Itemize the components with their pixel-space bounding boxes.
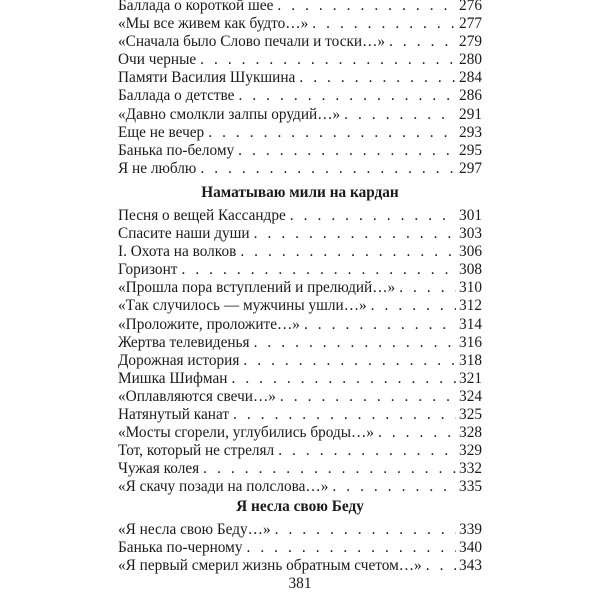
toc-entry	[118, 279, 482, 297]
toc-entry	[118, 225, 482, 243]
toc-entry-page: 291	[459, 105, 482, 123]
dot-leader	[299, 69, 456, 87]
toc-entry-title: Я не люблю	[118, 159, 197, 177]
toc-entry-page: 339	[459, 521, 482, 538]
toc-entry	[118, 352, 482, 370]
dot-leader	[426, 557, 456, 575]
page-number: 381	[288, 575, 312, 592]
toc-entry-page: 284	[459, 69, 482, 87]
toc-entry-page: 332	[459, 460, 482, 478]
toc-entry-page: 335	[459, 478, 482, 496]
toc-entry	[118, 33, 482, 51]
dot-leader	[243, 352, 456, 370]
toc-entry-title: Очи черные	[118, 51, 197, 69]
toc-entry-page: 303	[459, 225, 482, 243]
toc-entry-page: 324	[459, 387, 482, 405]
dot-leader	[332, 478, 456, 496]
dot-leader	[238, 142, 456, 160]
toc-entry-title: Памяти Василия Шукшина	[118, 69, 296, 87]
toc-entry	[118, 334, 482, 352]
toc-entry-title: Баллада о детстве	[118, 87, 235, 105]
toc-entry-title: «Проложите, проложите…»	[118, 315, 300, 333]
toc-entry	[118, 557, 482, 575]
toc-entry-page: 279	[459, 33, 482, 51]
toc-entry-page: 293	[459, 123, 482, 141]
toc-section-continued	[118, 0, 482, 178]
toc-entry-title: «Прошла пора вступлений и прелюдий…»	[118, 279, 396, 297]
toc-entry-page: 280	[459, 51, 482, 69]
toc-entry-title: «Оплавляются свечи…»	[118, 387, 276, 405]
toc-entry-page: 306	[459, 243, 482, 261]
toc-entry-page: 276	[459, 0, 482, 14]
toc-section	[118, 207, 482, 497]
dot-leader	[240, 243, 456, 261]
dot-leader	[312, 15, 456, 33]
toc-entry-page: 328	[459, 424, 482, 442]
toc-entry-title: «Давно смолкли залпы орудий…»	[118, 105, 341, 123]
dot-leader	[208, 124, 456, 142]
toc-entry-title: Горизонт	[118, 261, 178, 279]
toc-entry	[118, 442, 482, 460]
toc-entry-page: 329	[459, 442, 482, 460]
toc-entry-page: 297	[459, 159, 482, 177]
toc-entry-title: Мишка Шифман	[118, 369, 228, 387]
toc-entry-page: 308	[459, 261, 482, 279]
toc-entry-title: Баллада о короткой шее	[118, 0, 274, 14]
toc-entry-page: 301	[459, 207, 482, 224]
dot-leader	[304, 316, 456, 334]
toc-entry-page: 316	[459, 333, 482, 351]
toc-entry	[118, 406, 482, 424]
toc-entry	[118, 261, 482, 279]
dot-leader	[371, 297, 456, 315]
toc-entry-title: Песня о вещей Кассандре	[118, 207, 286, 224]
toc-entry	[118, 124, 482, 142]
toc-section	[118, 521, 482, 575]
dot-leader	[277, 0, 456, 15]
toc-entry	[118, 297, 482, 315]
toc-entry-title: Банька по-черному	[118, 539, 243, 557]
toc-entry-page: 295	[459, 141, 482, 159]
toc-entry-title: Натянутый канат	[118, 406, 230, 424]
toc-entry-title: «Так случилось — мужчины ушли…»	[118, 297, 367, 315]
dot-leader	[203, 460, 456, 478]
toc-entry-page: 312	[459, 297, 482, 315]
dot-leader	[378, 424, 456, 442]
dot-leader	[238, 87, 456, 105]
dot-leader	[200, 51, 456, 69]
toc-entry-title: Еще не вечер	[118, 123, 205, 141]
toc-entry	[118, 478, 482, 496]
toc-entry-title: «Мосты сгорели, углубились броды…»	[118, 424, 374, 442]
toc-entry	[118, 370, 482, 388]
toc-entry	[118, 15, 482, 33]
dot-leader	[233, 406, 456, 424]
toc-entry-title: Тот, который не стрелял	[118, 442, 275, 460]
toc-entry	[118, 87, 482, 105]
toc-entry	[118, 388, 482, 406]
toc-entry-title: Банька по-белому	[118, 141, 235, 159]
toc-entry-title: «Я несла свою Беду…»	[118, 521, 271, 538]
dot-leader	[181, 261, 456, 279]
toc-entry-page: 325	[459, 406, 482, 424]
toc-entry-page: 277	[459, 15, 482, 33]
dot-leader	[399, 279, 456, 297]
toc-entry-page: 310	[459, 279, 482, 297]
toc-entry	[118, 69, 482, 87]
dot-leader	[290, 207, 456, 225]
section-heading: Я несла свою Беду	[236, 498, 364, 515]
toc-entry	[118, 521, 482, 539]
section-heading: Наматываю мили на кардан	[201, 184, 399, 201]
toc-entry	[118, 207, 482, 225]
toc-entry-page: 343	[459, 557, 482, 575]
toc-entry	[118, 539, 482, 557]
toc-entry	[118, 316, 482, 334]
toc-entry	[118, 460, 482, 478]
toc-entry	[118, 106, 482, 124]
toc-entry-title: Спасите наши души	[118, 225, 250, 243]
dot-leader	[200, 160, 456, 178]
toc-entry-title: «Сначала было Слово печали и тоски…»	[118, 33, 386, 51]
toc-entry-page: 314	[459, 315, 482, 333]
toc-entry-title: «Я первый смерил жизнь обратным счетом…»	[118, 557, 422, 575]
toc-entry-title: Чужая колея	[118, 460, 200, 478]
toc-entry-title: Дорожная история	[118, 351, 240, 369]
dot-leader	[275, 521, 456, 539]
dot-leader	[278, 442, 456, 460]
toc-entry-title: «Я скачу позади на полслова…»	[118, 478, 329, 496]
dot-leader	[280, 388, 456, 406]
dot-leader	[254, 225, 456, 243]
toc-entry	[118, 51, 482, 69]
toc-entry	[118, 142, 482, 160]
dot-leader	[254, 334, 456, 352]
dot-leader	[389, 33, 456, 51]
toc-entry-page: 340	[459, 539, 482, 557]
toc-entry-title: «Мы все живем как будто…»	[118, 15, 309, 33]
toc-entry-page: 318	[459, 351, 482, 369]
dot-leader	[344, 106, 456, 124]
toc-entry-page: 286	[459, 87, 482, 105]
toc-entry-page: 321	[459, 369, 482, 387]
dot-leader	[246, 539, 456, 557]
toc-entry	[118, 0, 482, 15]
toc-entry-title: I. Охота на волков	[118, 243, 237, 261]
toc-entry-title: Жертва телевиденья	[118, 333, 250, 351]
toc-entry	[118, 160, 482, 178]
toc-entry	[118, 424, 482, 442]
dot-leader	[231, 370, 456, 388]
toc-entry	[118, 243, 482, 261]
